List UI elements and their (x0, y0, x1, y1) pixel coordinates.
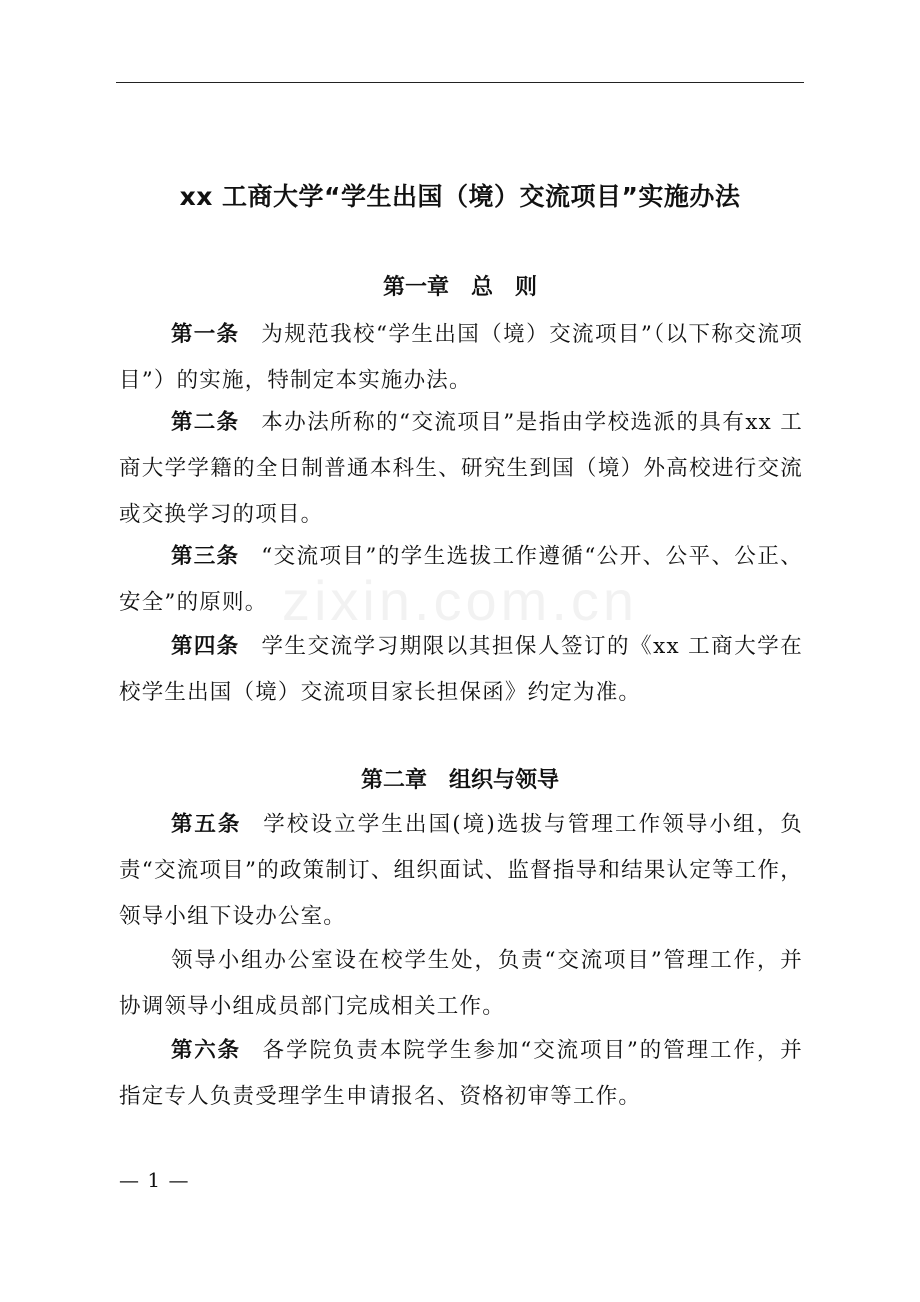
article-1-label: 第一条 (171, 322, 240, 347)
article-5 (119, 802, 803, 940)
article-6 (119, 1028, 803, 1120)
watermark: zixin.com.cn (281, 569, 639, 632)
article-5-label: 第五条 (171, 812, 242, 837)
chapter-1-heading: 第一章 总 则 (382, 275, 537, 300)
article-6-label: 第六条 (171, 1038, 241, 1063)
article-3-text: “交流项目”的学生选拔工作遵循“公开、公平、公正、安全”的原则。 (119, 544, 803, 615)
article-4-label: 第四条 (171, 634, 240, 659)
chapter-2-heading: 第二章 组织与领导 (360, 768, 559, 793)
document-title: xx 工商大学“学生出国（境）交流项目”实施办法 (179, 182, 741, 211)
article-3-label: 第三条 (171, 544, 240, 569)
article-4 (119, 624, 803, 716)
article-2-label: 第二条 (171, 410, 240, 435)
article-2-text: 本办法所称的“交流项目”是指由学校选派的具有xx 工商大学学籍的全日制普通本科生、研究生到国（境）外高校进行交流或交换学习的项目。 (119, 410, 803, 527)
page-number: — 1 — (119, 1168, 190, 1192)
article-1-text: 为规范我校“学生出国（境）交流项目”（以下称交流项目”）的实施，特制定本实施办法。 (119, 322, 803, 393)
header-rule (116, 82, 804, 83)
article-5-paragraph-2-text: 领导小组办公室设在校学生处，负责“交流项目”管理工作，并协调领导小组成员部门完成相关工作。 (119, 948, 803, 1019)
article-1 (119, 312, 803, 404)
article-5-paragraph-2 (119, 938, 803, 1030)
article-4-text: 学生交流学习期限以其担保人签订的《xx 工商大学在校学生出国（境）交流项目家长担保函》约定为准。 (119, 634, 803, 705)
article-6-text: 各学院负责本院学生参加“交流项目”的管理工作，并指定专人负责受理学生申请报名、资格初审等工作。 (119, 1038, 803, 1109)
article-2 (119, 400, 803, 538)
article-5-text: 学校设立学生出国(境)选拔与管理工作领导小组，负责“交流项目”的政策制订、组织面试、监督指导和结果认定等工作，领导小组下设办公室。 (119, 812, 803, 929)
article-3 (119, 534, 803, 626)
